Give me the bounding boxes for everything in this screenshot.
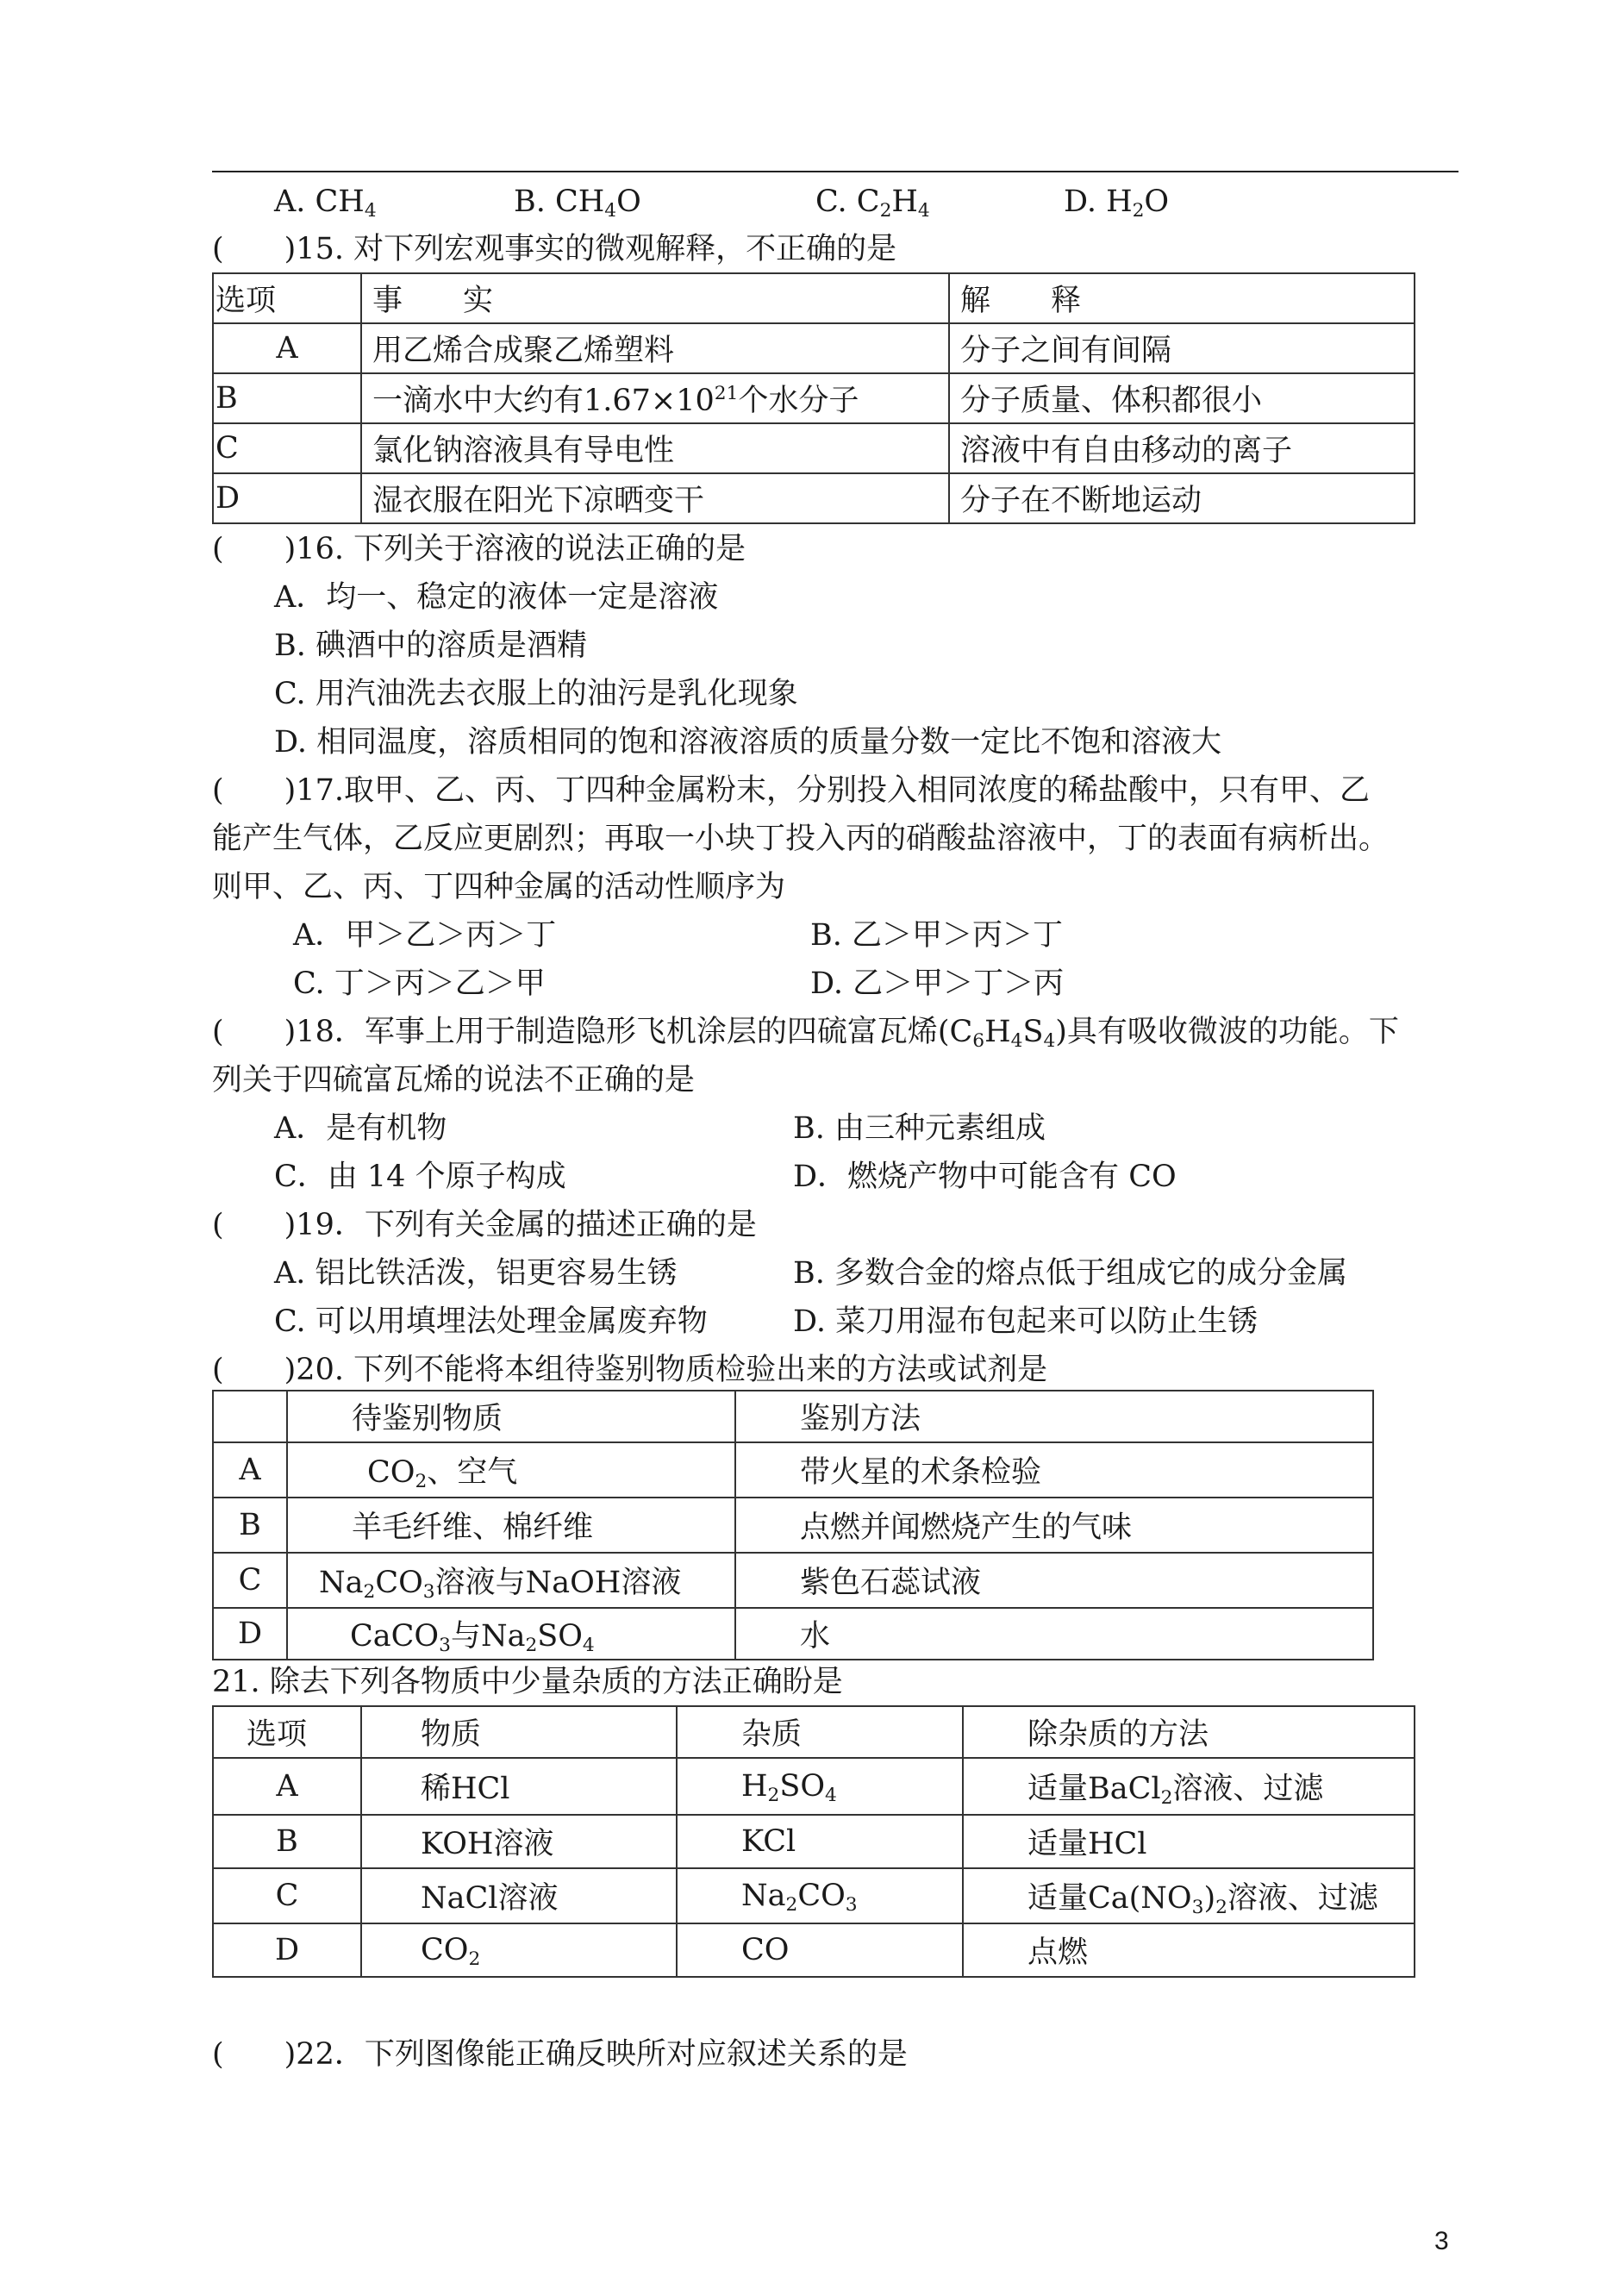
q14-option-b: B. $CH_4O$ xyxy=(514,184,641,222)
q16-stem: ( )16. 下列关于溶液的说法正确的是 xyxy=(212,532,746,566)
row-method: 带火星的术条检验 xyxy=(735,1442,1373,1498)
q15-table xyxy=(212,272,1415,524)
table-row xyxy=(213,423,1415,473)
row-material: $CO_2$ xyxy=(361,1923,677,1977)
q18-option-b: B. 由三种元素组成 xyxy=(793,1111,1046,1146)
header-method: 鉴别方法 xyxy=(735,1391,1373,1442)
row-method: 适量$Ca(NO_3)_2$溶液、过滤 xyxy=(963,1868,1415,1923)
row-explanation: 分子在不断地运动 xyxy=(949,473,1415,523)
q19-stem: ( )19．下列有关金属的描述正确的是 xyxy=(212,1208,757,1242)
q18-stem-line2: 列关于四硫富瓦烯的说法不正确的是 xyxy=(212,1063,696,1097)
q16-option-b: B. 碘酒中的溶质是酒精 xyxy=(274,628,587,663)
row-option: C xyxy=(213,423,361,473)
table-row xyxy=(213,1498,1373,1553)
row-method: 适量HCl xyxy=(963,1815,1415,1868)
row-fact: 湿衣服在阳光下凉晒变干 xyxy=(361,473,949,523)
row-material: NaCl溶液 xyxy=(361,1868,677,1923)
q19-option-b: B. 多数合金的熔点低于组成它的成分金属 xyxy=(793,1256,1347,1291)
q18-option-d: D．燃烧产物中可能含有 CO xyxy=(793,1160,1177,1194)
page-number: 3 xyxy=(1434,2227,1449,2255)
table-row xyxy=(213,1758,1415,1815)
row-substances: $CO_2$、空气 xyxy=(287,1442,735,1498)
row-option: A xyxy=(213,1442,287,1498)
header-option: 选项 xyxy=(213,1706,361,1758)
q16-option-c: C. 用汽油洗去衣服上的油污是乳化现象 xyxy=(274,677,798,711)
row-method: 紫色石蕊试液 xyxy=(735,1553,1373,1608)
q21-table xyxy=(212,1705,1415,1978)
q14-option-c: C. $C_2H_4$ xyxy=(815,184,930,222)
header-explanation: 解 释 xyxy=(949,273,1415,323)
table-row xyxy=(213,373,1415,423)
q17-stem-line2: 能产生气体，乙反应更剧烈；再取一小块丁投入丙的硝酸盐溶液中，丁的表面有病析出。 xyxy=(212,822,1390,856)
q21-stem: 21. 除去下列各物质中少量杂质的方法正确盼是 xyxy=(212,1665,843,1699)
q17-option-b: B. 乙＞甲＞丙＞丁 xyxy=(810,918,1063,953)
q19-option-d: D. 菜刀用湿布包起来可以防止生锈 xyxy=(793,1304,1259,1339)
row-method: 点燃 xyxy=(963,1923,1415,1977)
table-header-row xyxy=(213,1706,1415,1758)
q14-option-a: A. $CH_4$ xyxy=(274,184,377,222)
table-header-row xyxy=(213,1391,1373,1442)
row-method: 水 xyxy=(735,1608,1373,1660)
q18-stem-line1: ( )18．军事上用于制造隐形飞机涂层的四硫富瓦烯$(C_6H_4S_4)$具有吸收微波的功能。下 xyxy=(212,1015,1399,1053)
q18-option-c: C．由 14 个原子构成 xyxy=(274,1160,566,1194)
header-blank xyxy=(213,1391,287,1442)
table-row xyxy=(213,1553,1373,1608)
row-option: A xyxy=(213,323,361,373)
header-option: 选项 xyxy=(213,273,361,323)
table-row xyxy=(213,1442,1373,1498)
q17-option-d: D. 乙＞甲＞丁＞丙 xyxy=(810,966,1065,1001)
row-option: B xyxy=(213,1815,361,1868)
row-option: A xyxy=(213,1758,361,1815)
row-fact: 一滴水中大约有$1.67\times 10^{21}$个水分子 xyxy=(361,373,949,423)
row-fact: 氯化钠溶液具有导电性 xyxy=(361,423,949,473)
row-option: C xyxy=(213,1868,361,1923)
q17-stem-line3: 则甲、乙、丙、丁四种金属的活动性顺序为 xyxy=(212,870,786,904)
q22-stem: ( )22．下列图像能正确反映所对应叙述关系的是 xyxy=(212,2037,908,2072)
header-method: 除杂质的方法 xyxy=(963,1706,1415,1758)
row-substances: $Na_2CO_3$溶液与NaOH溶液 xyxy=(287,1553,735,1608)
header-fact: 事 实 xyxy=(361,273,949,323)
row-option: D xyxy=(213,1608,287,1660)
table-row xyxy=(213,1868,1415,1923)
row-method: 点燃并闻燃烧产生的气味 xyxy=(735,1498,1373,1553)
row-material: 稀HCl xyxy=(361,1758,677,1815)
row-option: D xyxy=(213,473,361,523)
header-rule xyxy=(212,171,1458,172)
q18-option-a: A．是有机物 xyxy=(274,1111,447,1146)
header-impurity: 杂质 xyxy=(677,1706,963,1758)
table-row xyxy=(213,1608,1373,1660)
row-impurity: CO xyxy=(677,1923,963,1977)
row-material: KOH溶液 xyxy=(361,1815,677,1868)
q15-stem: ( )15. 对下列宏观事实的微观解释，不正确的是 xyxy=(212,232,897,266)
row-option: B xyxy=(213,373,361,423)
row-impurity: KCl xyxy=(677,1815,963,1868)
row-explanation: 分子之间有间隔 xyxy=(949,323,1415,373)
q19-option-a: A. 铝比铁活泼，铝更容易生锈 xyxy=(274,1256,678,1291)
q16-option-d: D. 相同温度，溶质相同的饱和溶液溶质的质量分数一定比不饱和溶液大 xyxy=(274,725,1222,760)
q19-option-c: C. 可以用填埋法处理金属废弃物 xyxy=(274,1304,708,1339)
q14-option-d: D. $H_2O$ xyxy=(1064,184,1170,222)
table-row xyxy=(213,323,1415,373)
row-option: D xyxy=(213,1923,361,1977)
header-material: 物质 xyxy=(361,1706,677,1758)
q16-option-a: A．均一、稳定的液体一定是溶液 xyxy=(274,580,719,615)
table-row xyxy=(213,1923,1415,1977)
row-option: B xyxy=(213,1498,287,1553)
row-impurity: $Na_2CO_3$ xyxy=(677,1868,963,1923)
row-fact: 用乙烯合成聚乙烯塑料 xyxy=(361,323,949,373)
q20-table xyxy=(212,1390,1374,1660)
row-impurity: $H_2SO_4$ xyxy=(677,1758,963,1815)
row-option: C xyxy=(213,1553,287,1608)
q17-stem-line1: ( )17.取甲、乙、丙、丁四种金属粉末，分别投入相同浓度的稀盐酸中，只有甲、乙 xyxy=(212,773,1370,808)
row-substances: CaCO$_3$与$Na_2SO_4$ xyxy=(287,1608,735,1660)
table-row xyxy=(213,1815,1415,1868)
q17-option-a: A．甲＞乙＞丙＞丁 xyxy=(293,918,557,953)
table-header-row xyxy=(213,273,1415,323)
row-explanation: 分子质量、体积都很小 xyxy=(949,373,1415,423)
header-substances: 待鉴别物质 xyxy=(287,1391,735,1442)
row-substances: 羊毛纤维、棉纤维 xyxy=(287,1498,735,1553)
row-method: 适量BaCl$_2$溶液、过滤 xyxy=(963,1758,1415,1815)
q20-stem: ( )20. 下列不能将本组待鉴别物质检验出来的方法或试剂是 xyxy=(212,1353,1048,1387)
table-row xyxy=(213,473,1415,523)
q17-option-c: C. 丁＞丙＞乙＞甲 xyxy=(293,966,546,1001)
row-explanation: 溶液中有自由移动的离子 xyxy=(949,423,1415,473)
